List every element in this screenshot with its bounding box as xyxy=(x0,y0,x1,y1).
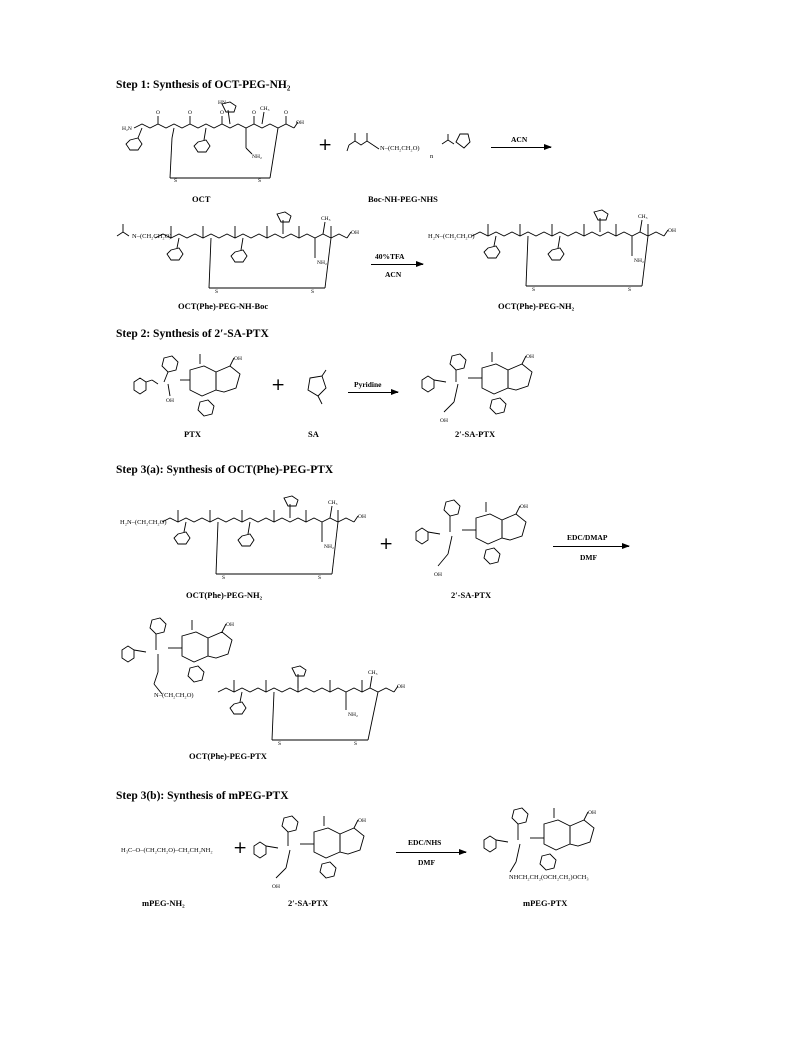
svg-text:OH: OH xyxy=(166,398,174,404)
oct-phe-peg-nh-boc-structure xyxy=(115,208,370,294)
svg-text:O: O xyxy=(284,110,288,116)
mpeg-ptx-structure xyxy=(480,800,620,880)
svg-text:OH: OH xyxy=(520,504,528,510)
svg-text:CH₃: CH₃ xyxy=(260,106,270,112)
oct-phe-peg-nh2-structure xyxy=(428,206,678,292)
condition-acn-2: ACN xyxy=(385,270,402,279)
svg-text:H₂N: H₂N xyxy=(122,126,132,132)
condition-tfa: 40%TFA xyxy=(375,252,405,261)
label-oct-phe-peg-ptx: OCT(Phe)-PEG-PTX xyxy=(189,751,267,761)
label-oct-phe-peg-nh2-3a: OCT(Phe)-PEG-NH₂ xyxy=(186,590,263,600)
sa-ptx-reagent-structure xyxy=(412,488,552,580)
svg-text:O: O xyxy=(156,110,160,116)
svg-text:OH: OH xyxy=(526,354,534,360)
svg-text:HN: HN xyxy=(218,100,226,106)
reaction-arrow-step2 xyxy=(348,392,398,393)
oct-phe-peg-ptx-structure xyxy=(118,606,408,746)
svg-text:O: O xyxy=(188,110,192,116)
label-boc-nh-peg-nhs: Boc-NH-PEG-NHS xyxy=(368,194,438,204)
step3a-title: Step 3(a): Synthesis of OCT(Phe)-PEG-PTX xyxy=(116,464,334,476)
reaction-arrow-step3a xyxy=(553,546,629,547)
svg-text:CH₃: CH₃ xyxy=(328,500,338,506)
step2-title: Step 2: Synthesis of 2′-SA-PTX xyxy=(116,328,269,340)
step3a-prod-chain: N–(CH₂CH₂O) xyxy=(154,692,194,699)
condition-pyridine: Pyridine xyxy=(354,380,382,389)
mpeg-formula: H₃C–O–(CH₂CH₂O)–CH₂CH₂NH₂ xyxy=(121,847,213,854)
reaction-arrow-step1a xyxy=(491,147,551,148)
label-2-sa-ptx: 2′-SA-PTX xyxy=(455,429,496,439)
condition-edc-nhs: EDC/NHS xyxy=(408,838,442,847)
condition-dmf-2: DMF xyxy=(418,858,436,867)
condition-edc-dmap: EDC/DMAP xyxy=(567,533,608,542)
svg-text:OH: OH xyxy=(434,572,442,578)
sa-structure xyxy=(302,368,332,410)
label-ptx: PTX xyxy=(184,429,201,439)
label-mpeg-ptx: mPEG-PTX xyxy=(523,898,568,908)
svg-text:OH: OH xyxy=(272,884,280,890)
svg-text:S: S xyxy=(222,575,226,581)
svg-text:S: S xyxy=(278,741,282,747)
mpeg-ptx-chain: NHCH₂CH₂(OCH₂CH₂)OCH₃ xyxy=(509,874,589,881)
label-mpeg-nh2: mPEG-NH₂ xyxy=(142,898,185,908)
svg-text:S: S xyxy=(532,287,536,293)
svg-text:NH₂: NH₂ xyxy=(324,544,334,550)
plus-sign-2: + xyxy=(271,375,286,395)
step3a-chain: H₂N–(CH₂CH₂O) xyxy=(120,519,167,526)
plus-sign-4: + xyxy=(233,838,248,858)
label-sa: SA xyxy=(308,429,319,439)
label-2-sa-ptx-3b: 2′-SA-PTX xyxy=(288,898,329,908)
boc-chain: N–(CH₂CH₂O) xyxy=(380,145,420,152)
svg-text:O: O xyxy=(252,110,256,116)
nhs-ring xyxy=(440,126,470,156)
svg-text:OH: OH xyxy=(397,684,405,690)
svg-text:CH₃: CH₃ xyxy=(638,214,648,220)
label-oct-phe-peg-nh-boc: OCT(Phe)-PEG-NH-Boc xyxy=(178,301,269,311)
reaction-arrow-step1b xyxy=(371,264,423,265)
svg-text:S: S xyxy=(215,289,219,295)
svg-text:NH₂: NH₂ xyxy=(634,258,644,264)
svg-text:S: S xyxy=(354,741,358,747)
svg-text:O: O xyxy=(220,110,224,116)
svg-text:NH₂: NH₂ xyxy=(252,154,262,160)
svg-text:S: S xyxy=(311,289,315,295)
oct-phe-peg-nh2-reagent-structure xyxy=(118,492,368,580)
label-2-sa-ptx-3a: 2′-SA-PTX xyxy=(451,590,492,600)
svg-text:S: S xyxy=(258,178,262,184)
svg-text:NH₂: NH₂ xyxy=(348,712,358,718)
svg-text:OH: OH xyxy=(351,230,359,236)
ptx-structure xyxy=(130,350,260,422)
svg-text:OH: OH xyxy=(358,818,366,824)
sa-ptx-reagent-structure-3b xyxy=(250,810,390,890)
step1-title: Step 1: Synthesis of OCT-PEG-NH₂ xyxy=(116,79,291,91)
inter-chain: N–(CH₂CH₂O) xyxy=(132,233,172,240)
svg-text:OH: OH xyxy=(668,228,676,234)
svg-text:S: S xyxy=(318,575,322,581)
step3b-title: Step 3(b): Synthesis of mPEG-PTX xyxy=(116,790,289,802)
condition-dmf: DMF xyxy=(580,553,598,562)
condition-acn: ACN xyxy=(511,135,528,144)
svg-text:OH: OH xyxy=(358,514,366,520)
reaction-arrow-step3b xyxy=(396,852,466,853)
prod-chain: H₂N–(CH₂CH₂O) xyxy=(428,233,475,240)
svg-text:CH₃: CH₃ xyxy=(321,216,331,222)
svg-text:OH: OH xyxy=(226,622,234,628)
svg-text:S: S xyxy=(174,178,178,184)
svg-text:OH: OH xyxy=(234,356,242,362)
svg-text:OH: OH xyxy=(588,810,596,816)
oct-structure xyxy=(120,100,320,184)
label-oct-phe-peg-nh2: OCT(Phe)-PEG-NH₂ xyxy=(498,301,575,311)
plus-sign-3: + xyxy=(379,534,394,554)
svg-text:S: S xyxy=(628,287,632,293)
sa-ptx-structure xyxy=(418,348,558,426)
boc-chain-n: n xyxy=(430,153,434,160)
label-oct: OCT xyxy=(192,194,211,204)
plus-sign: + xyxy=(318,135,333,155)
svg-text:OH: OH xyxy=(296,120,304,126)
svg-text:NH₂: NH₂ xyxy=(317,260,327,266)
svg-text:CH₃: CH₃ xyxy=(368,670,378,676)
svg-text:OH: OH xyxy=(440,418,448,424)
